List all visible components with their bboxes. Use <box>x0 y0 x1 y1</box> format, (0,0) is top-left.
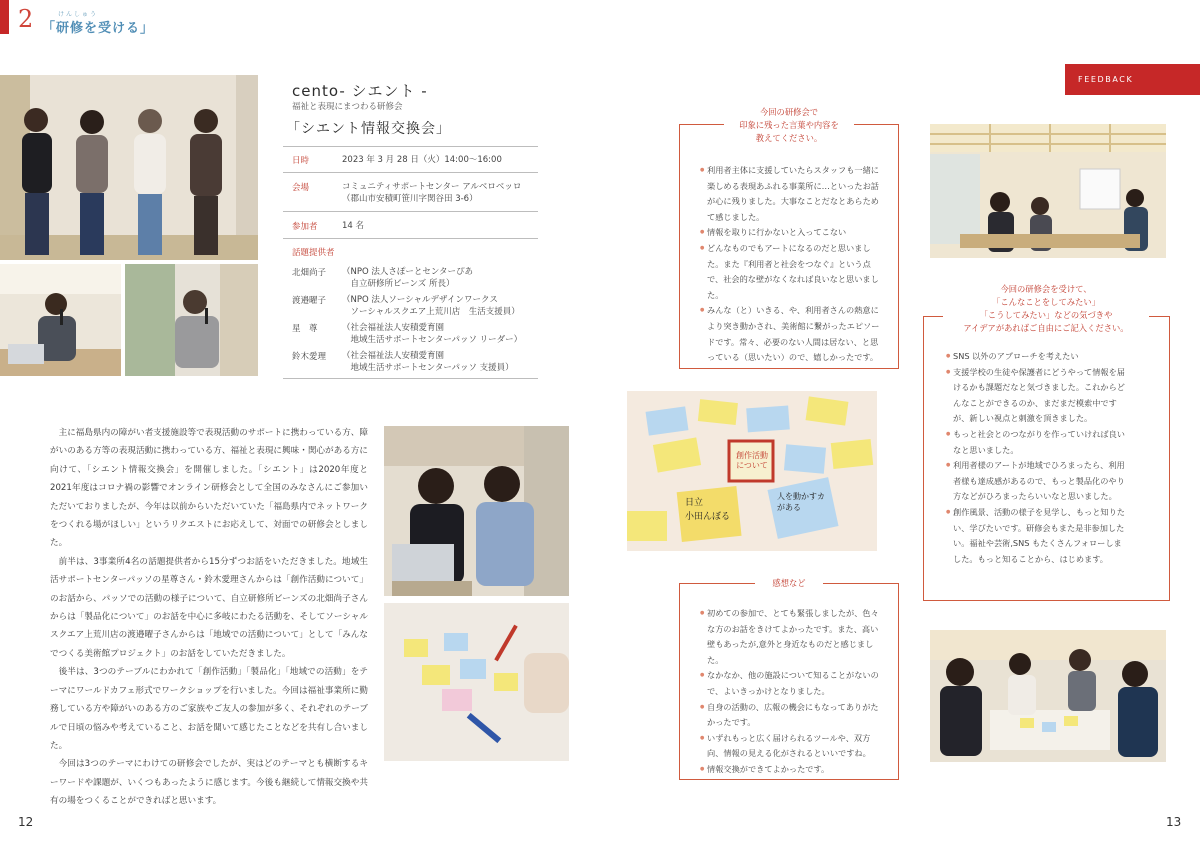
event-title: cento- シエント - <box>292 82 428 100</box>
list-item: ● 利用者様のアートが地域でひろまったら、利用者様も達成感があるので、もっと製品化のやり方などがひろまったらいいなと思いました。 <box>946 458 1126 505</box>
photo-workshop-room <box>930 124 1166 258</box>
feedback-list <box>700 606 880 778</box>
section-accent-bar <box>0 0 9 34</box>
article-body <box>50 424 368 811</box>
box-heading-line: 教えてください。 <box>755 133 823 143</box>
page-number-right: 13 <box>1166 815 1182 829</box>
event-name: 「シエント情報交換会」 <box>286 121 451 137</box>
list-item: ● 初めての参加で、とても緊張しましたが、色々な方のお話をきけてよかったです。また、高い壁もあったが,意外と身近なものだと感じました。 <box>700 606 880 668</box>
feedback-tag: FEEDBACK <box>1065 64 1200 95</box>
speaker-name: 渡邉曜子 <box>292 296 327 306</box>
photo-speaker-mic-2 <box>125 264 258 376</box>
date-value: 2023 年 3 月 28 日（火）14:00〜16:00 <box>342 155 502 165</box>
participants-label: 参加者 <box>292 222 318 232</box>
sticky-note-text: 小田んぼる <box>685 512 731 522</box>
article-paragraph: 今回は3つのテーマにわけての研修会でしたが、実はどのテーマとも横断するキーワードや課題が、いくつもあったように感じます。今後も継続して情報交換や共有の場をつくることができればと思います。 <box>50 759 368 807</box>
section-number: 2 <box>18 5 34 33</box>
venue-address: （郡山市安積町笹川字関谷田 3-6） <box>342 194 478 204</box>
article-paragraph: 前半は、3事業所4名の話題提供者から15分ずつお話をいただきました。地域生活サポートセンターパッソの星尊さん・鈴木愛理さんからは「創作活動について」のお話から、パッソでの活動の様子について、自立研修所ビーンズの北畑尚子さんからは「製品化について」のお話を中心に多岐にわたる活動を、そしてソーシャルスクエア上荒川店の渡邉曜子さんからは「地域での活動について」として「みんなでつくる美術館プロジェクト」のお話をしていただきました。 <box>50 556 368 659</box>
venue-value: コミュニティサポートセンター アルベロベッロ <box>342 182 522 192</box>
list-item: ● 支援学校の生徒や保護者にどうやって情報を届けるかも課題だなと気づきました。これからどんなことができるのか、まだまだ模索中ですが、新しい視点と刺激を頂きました。 <box>946 365 1126 427</box>
photo-speaker-mic-1 <box>0 264 121 376</box>
speakers-label: 話題提供者 <box>292 248 335 258</box>
list-item: ● みんな（と）いきる、や、利用者さんの熱意により突き動かされ、美術館に繋がったエピソードです。常々、必要のない人間は居ない、と思っている（思いたい）ので、嬉しかったです。 <box>700 303 880 365</box>
speaker-org: ソーシャルスクエア上荒川店 生活支援員） <box>342 307 520 317</box>
photo-speakers-group <box>0 75 258 260</box>
article-paragraph: 後半は、3つのテーブルにわかれて「創作活動」「製品化」「地域での活動」をテーマにワールドカフェ形式でワークショップを行いました。今回は福祉事業所に勤務している方や障がいのある方のご家族やご友人の参加が多く、それぞれのテーブルで日頃の悩みや考えていること、お話を聞いて感じたことなどを共有し合いました。 <box>50 667 368 751</box>
list-item: ● SNS 以外のアプローチを考えたい <box>946 349 1126 365</box>
speaker-name: 北畑尚子 <box>292 268 327 278</box>
box-heading <box>755 577 823 590</box>
box-heading-line: 感想など <box>772 578 806 588</box>
divider <box>283 172 538 173</box>
sticky-note-text: 日立 <box>685 498 704 508</box>
box-heading-line: アイデアがあればご自由にご記入ください。 <box>963 323 1129 333</box>
list-item: ● 利用者主体に支援していたらスタッフも一緒に楽しめる表現あふれる事業所に…といったお話が心に残りました。大事なことだなとあらためて感じました。 <box>700 163 880 225</box>
photo-hands-writing <box>384 603 569 761</box>
section-title: 「研修を受ける」 <box>42 21 155 36</box>
speaker-org: 地域生活サポートセンターパッソ 支援員） <box>342 363 514 373</box>
photo-participants-laptop <box>384 426 569 596</box>
speaker-name: 鈴木愛理 <box>292 352 327 362</box>
speaker-org: （NPO 法人ソーシャルデザインワークス <box>342 295 498 305</box>
box-heading-line: 今回の研修会で <box>759 107 819 117</box>
speaker-org: （社会福祉法人安積愛育園 <box>342 323 445 333</box>
divider <box>283 378 538 379</box>
list-item: ● なかなか、他の施設について知ることがないので、よいきっかけとなりました。 <box>700 668 880 699</box>
divider <box>283 146 538 147</box>
list-item: ● 情報交換ができてよかったです。 <box>700 762 880 778</box>
feedback-list <box>700 163 880 366</box>
page-number-left: 12 <box>18 815 34 829</box>
box-heading-line: 今回の研修会を受けて、 <box>1000 284 1092 294</box>
speaker-name: 星 尊 <box>292 324 318 334</box>
section-ruby: けんしゅう <box>58 11 99 18</box>
speaker-org: （社会福祉法人安積愛育園 <box>342 351 445 361</box>
photo-sticky-notes <box>627 391 877 551</box>
feedback-list <box>946 349 1126 567</box>
sticky-note-text: 創作活動について <box>736 451 768 470</box>
photo-table-discussion <box>930 630 1166 762</box>
list-item: ● 情報を取りに行かないと入ってこない <box>700 225 880 241</box>
list-item: ● いずれもっと広く届けられるツールや、双方向、情報の見える化がされるといいですね。 <box>700 731 880 762</box>
speaker-org: 地域生活サポートセンターパッソ リーダー） <box>342 335 523 345</box>
box-heading-line: 「こんなことをしてみたい」 <box>992 297 1100 307</box>
box-heading-line: 「こうしてみたい」などの気づきや <box>979 310 1113 320</box>
list-item: ● 自身の活動の、広報の機会にもなってありがたかったです。 <box>700 700 880 731</box>
event-subtitle: 福祉と表現にまつわる研修会 <box>292 102 403 112</box>
speaker-org: 自立研修所ビーンズ 所長） <box>342 279 455 289</box>
article-paragraph: 主に福島県内の障がい者支援施設等で表現活動のサポートに携わっている方、障がいのある方等の表現活動に携わっている方、福祉と表現に興味・関心がある方に向けて、「シエント情報交換会」を開催しました。「シエント」は2020年度と2021年度はコロナ禍の影響でオンライン研修会として全国のみなさんにご参加いただいておりましたが、今年は以前からいただいていた「福島県内でネットワークをつくれる場がほしい」というリクエストにお応えして、対面での研修会としました。 <box>50 428 368 549</box>
list-item: ● 創作風景、活動の様子を見学し、もっと知りたい、学びたいです。研修会もまた是非参加したい。福祉や芸術,SNS もたくさんフォローしました。もっと知ることから、はじめます。 <box>946 505 1126 567</box>
venue-label: 会場 <box>292 183 310 193</box>
divider <box>283 211 538 212</box>
divider <box>283 238 538 239</box>
date-label: 日時 <box>292 156 310 166</box>
participants-value: 14 名 <box>342 221 365 231</box>
box-heading <box>724 106 854 145</box>
speaker-org: （NPO 法人さぽーとセンターぴあ <box>342 267 474 277</box>
list-item: ● どんなものでもアートになるのだと思いました。また『利用者と社会をつなぐ』という点で、社会的な壁がなくなれば良いなと思いました。 <box>700 241 880 303</box>
list-item: ● もっと社会とのつながりを作っていければ良いなと思いました。 <box>946 427 1126 458</box>
sticky-note-text: 人を動かすカがある <box>777 492 825 512</box>
box-heading <box>943 283 1149 335</box>
box-heading-line: 印象に残った言葉や内容を <box>739 120 839 130</box>
